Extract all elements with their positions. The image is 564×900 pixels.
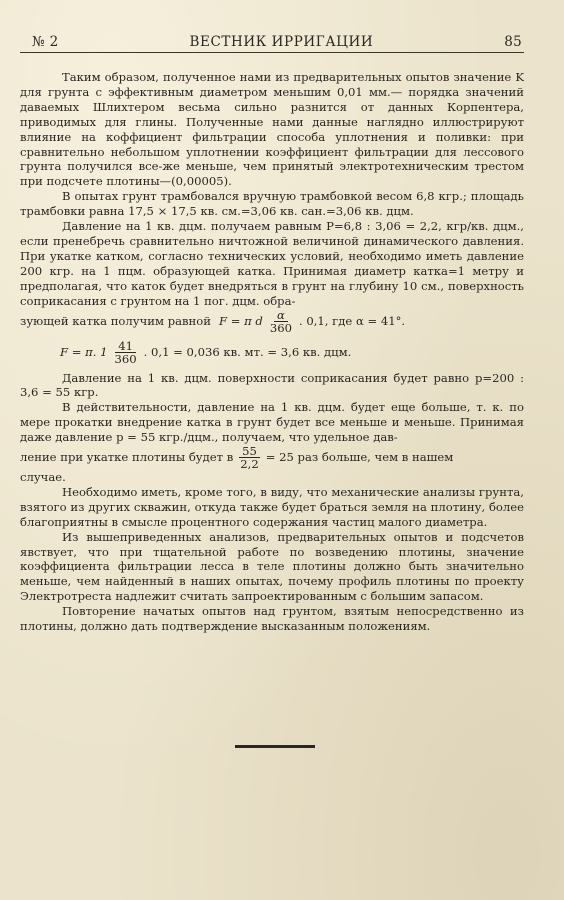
- paragraph-2: В опытах грунт трамбовался вручную трамбовкой весом 6,8 кгр.; площадь трамбовки равна 17,5 × 17,5 кв. см.=3,06 кв. сан.=3,06 кв. дцм.: [20, 189, 524, 219]
- formula-3-denominator: 2,2: [240, 457, 259, 472]
- formula-3-lead: ление при укатке плотины будет в: [20, 450, 234, 465]
- formula-3-numerator: 55: [239, 445, 260, 458]
- formula-2-lhs: F = π. 1: [60, 344, 108, 359]
- paragraph-3: Давление на 1 кв. дцм. получаем равным P=6,8 : 3,06 = 2,2, кгр/кв. дцм., если пренебречь сравнительно ничтожной величиной динамического давления. При укатке катком, согласно технических условий, необходимо иметь давление 200 кгр. на 1 пцм. образующей катка. Принимая диаметр катка=1 метру и предполагая, что каток будет внедряться в грунт на глубину 10 см., поверхность соприкасания с грунтом на 1 пог. дцм. обра-: [20, 219, 524, 308]
- paragraph-1: Таким образом, полученное нами из предварительных опытов значение K для грунта с эффективным диаметром меньшим 0,01 мм.— порядка значений даваемых Шлихтером весьма сильно разнится от данных Корпентера, приводимых для глины. Полученные нами данные наглядно иллюстрируют влияние на коффициент фильтрации способа уплотнения и поливки: при сравнительно небольшом уплотнении коэффициент фильтрации для лессового грунта получился все-же меньше, чем принятый электротехническим трестом при подсчете плотины—(0,00005).: [20, 70, 524, 189]
- formula-area-result: [20, 340, 524, 365]
- end-rule: [235, 745, 315, 748]
- paragraph-5: В действительности, давление на 1 кв. дцм. будет еще больше, т. к. по мере прокатки внедрение катка в грунт будет все меньше и меньше. Принимая даже давление p = 55 кгр./дцм., получаем, что удельное дав-: [20, 400, 524, 445]
- running-header: [20, 34, 524, 53]
- page-number: 85: [504, 34, 522, 50]
- paragraph-5-end: случае.: [20, 470, 66, 485]
- formula-contact-area: [20, 309, 524, 334]
- formula-2-tail: . 0,1 = 0,036 кв. мт. = 3,6 кв. дцм.: [143, 344, 352, 359]
- formula-1-tail: . 0,1, где α = 41°.: [299, 313, 406, 328]
- formula-2-numerator: 41: [115, 340, 136, 353]
- issue-number: № 2: [32, 34, 59, 50]
- paragraph-4: Давление на 1 кв. дцм. поверхности соприкасания будет равно p=200 : 3,6 = 55 кгр.: [20, 370, 524, 400]
- paragraph-7: Из вышеприведенных анализов, предварительных опытов и подсчетов явствует, что при тщательной работе по возведению плотины, значение коэффициента фильтрации лесса в теле плотины должно быть значительно меньше, чем найденный в наших опытах, почему профиль плотины по проекту Электротреста надлежит считать запроектированным с большим запасом.: [20, 529, 524, 604]
- formula-1-lhs: F = π d: [219, 313, 263, 328]
- formula-1-numerator: α: [274, 309, 288, 322]
- formula-2-fraction: [112, 340, 140, 365]
- formula-2-denominator: 360: [114, 351, 137, 366]
- formula-1-fraction: [267, 309, 295, 334]
- formula-3-fraction: [237, 445, 261, 470]
- article-body: [20, 70, 524, 634]
- formula-pressure-ratio: [20, 445, 524, 470]
- formula-1-denominator: 360: [269, 320, 292, 335]
- formula-3-tail: = 25 раз больше, чем в нашем: [265, 450, 454, 465]
- formula-1-lead: зующей катка получим равной: [20, 313, 211, 328]
- paragraph-6: Необходимо иметь, кроме того, в виду, что механические анализы грунта, взятого из других скважин, откуда также будет браться земля на плотину, более благоприятны в смысле процентного содержания частиц малого диаметра.: [20, 484, 524, 529]
- journal-title: ВЕСТНИК ИРРИГАЦИИ: [189, 34, 374, 50]
- paragraph-8: Повторение начатых опытов над грунтом, взятым непосредственно из плотины, должно дать подтверждение высказанным положениям.: [20, 604, 524, 634]
